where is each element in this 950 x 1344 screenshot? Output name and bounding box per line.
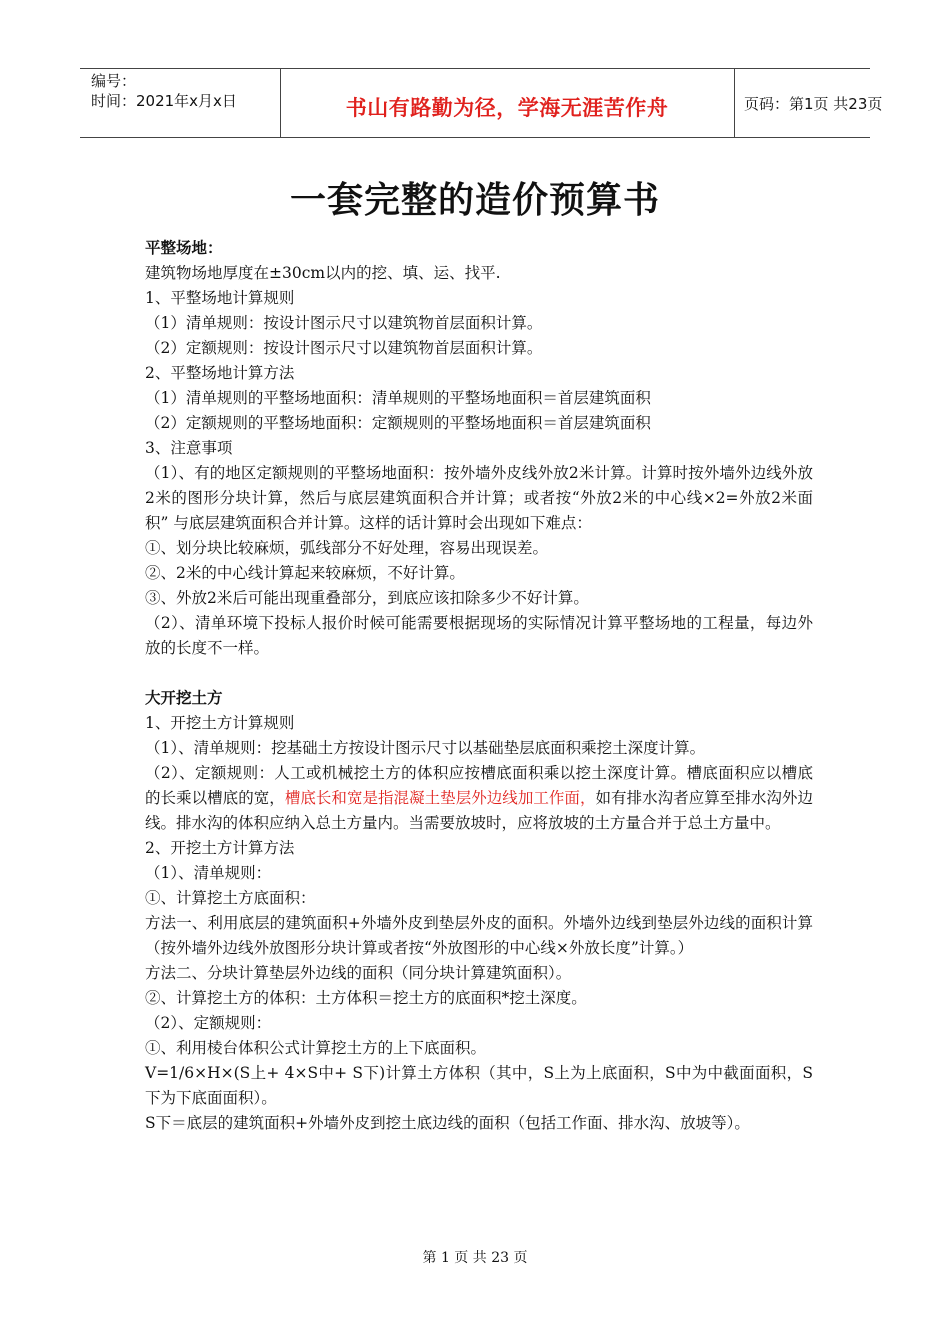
paragraph: （2）定额规则：按设计图示尺寸以建筑物首层面积计算。 bbox=[145, 339, 543, 357]
paragraph: （1）清单规则：按设计图示尺寸以建筑物首层面积计算。 bbox=[145, 314, 543, 332]
page-footer: 第 1 页 共 23 页 bbox=[422, 1250, 528, 1266]
section-heading-site-leveling: 平整场地： bbox=[145, 239, 223, 257]
paragraph: （1）、清单规则： bbox=[145, 864, 272, 882]
highlighted-text: 槽底长和宽是指混凝土垫层外边线加工作面， bbox=[284, 789, 596, 807]
text-run: 如有排水沟者应算至排水沟外边线。排水沟的体积应纳入总土方量内。当需要放坡时，应将放坡的土方量合并于总土方量中。 bbox=[145, 789, 813, 832]
paragraph: 1、平整场地计算规则 bbox=[145, 289, 295, 307]
paragraph: （1）、有的地区定额规则的平整场地面积：按外墙外皮线外放2米计算。计算时按外墙外边线外放2米的图形分块计算，然后与底层建筑面积合并计算；或者按“外放2米的中心线×2=外放2米面积” 与底层建筑面积合并计算。这样的话计算时会出现如下难点： bbox=[145, 464, 813, 532]
paragraph: ①、计算挖土方底面积： bbox=[145, 889, 316, 907]
section-spacer bbox=[145, 661, 813, 686]
paragraph: 建筑物场地厚度在±30cm以内的挖、填、运、找平. bbox=[145, 264, 501, 282]
paragraph: 方法二、分块计算垫层外边线的面积（同分块计算建筑面积）。 bbox=[145, 964, 572, 982]
paragraph: （2）定额规则的平整场地面积：定额规则的平整场地面积＝首层建筑面积 bbox=[145, 414, 651, 432]
paragraph: （1）、清单规则：挖基础土方按设计图示尺寸以基础垫层底面积乘挖土深度计算。 bbox=[145, 739, 706, 757]
paragraph: 2、平整场地计算方法 bbox=[145, 364, 295, 382]
header-motto: 书山有路勤为径，学海无涯苦作舟 bbox=[345, 96, 669, 120]
paragraph: ①、利用棱台体积公式计算挖土方的上下底面积。 bbox=[145, 1039, 487, 1057]
paragraph: V=1/6×H×(S上+ 4×S中+ S下)计算土方体积（其中，S上为上底面积，S中为中截面面积，S下为下底面面积）。 bbox=[145, 1064, 813, 1107]
paragraph: 3、注意事项 bbox=[145, 439, 233, 457]
page-header bbox=[80, 68, 883, 138]
header-left-cell bbox=[80, 69, 281, 137]
header-right-cell bbox=[734, 69, 883, 137]
paragraph-with-highlight bbox=[145, 761, 813, 836]
paragraph: ②、计算挖土方的体积：土方体积＝挖土方的底面积*挖土深度。 bbox=[145, 989, 587, 1007]
paragraph: ③、外放2米后可能出现重叠部分，到底应该扣除多少不好计算。 bbox=[145, 589, 589, 607]
paragraph: ①、划分块比较麻烦，弧线部分不好处理，容易出现误差。 bbox=[145, 539, 549, 557]
paragraph: 方法一、利用底层的建筑面积+外墙外皮到垫层外皮的面积。外墙外边线到垫层外边线的面积计算（按外墙外边线外放图形分块计算或者按“外放图形的中心线×外放长度”计算。） bbox=[145, 914, 813, 957]
header-middle-cell bbox=[280, 69, 735, 137]
document-title: 一套完整的造价预算书 bbox=[289, 180, 660, 221]
header-page-info: 页码：第1页 共23页 bbox=[744, 95, 883, 113]
section-heading-excavation: 大开挖土方 bbox=[145, 689, 223, 707]
paragraph: S下＝底层的建筑面积+外墙外皮到挖土底边线的面积（包括工作面、排水沟、放坡等）。 bbox=[145, 1114, 750, 1132]
paragraph: ②、2米的中心线计算起来较麻烦，不好计算。 bbox=[145, 564, 465, 582]
paragraph: 2、开挖土方计算方法 bbox=[145, 839, 295, 857]
document-date: 时间：2021年x月x日 bbox=[91, 92, 237, 110]
paragraph: 1、开挖土方计算规则 bbox=[145, 714, 295, 732]
paragraph: （2）、清单环境下投标人报价时候可能需要根据现场的实际情况计算平整场地的工程量，每边外放的长度不一样。 bbox=[145, 614, 813, 657]
text-run: （2）、定额规则：人工或机械挖土方的体积应按槽底面积乘以挖土深度计算。槽底面积应以槽底的长乘以槽底的宽， bbox=[145, 764, 813, 807]
paragraph: （1）清单规则的平整场地面积：清单规则的平整场地面积＝首层建筑面积 bbox=[145, 389, 651, 407]
document-body bbox=[145, 236, 813, 1136]
paragraph: （2）、定额规则： bbox=[145, 1014, 272, 1032]
document-number-label: 编号： bbox=[91, 72, 137, 90]
